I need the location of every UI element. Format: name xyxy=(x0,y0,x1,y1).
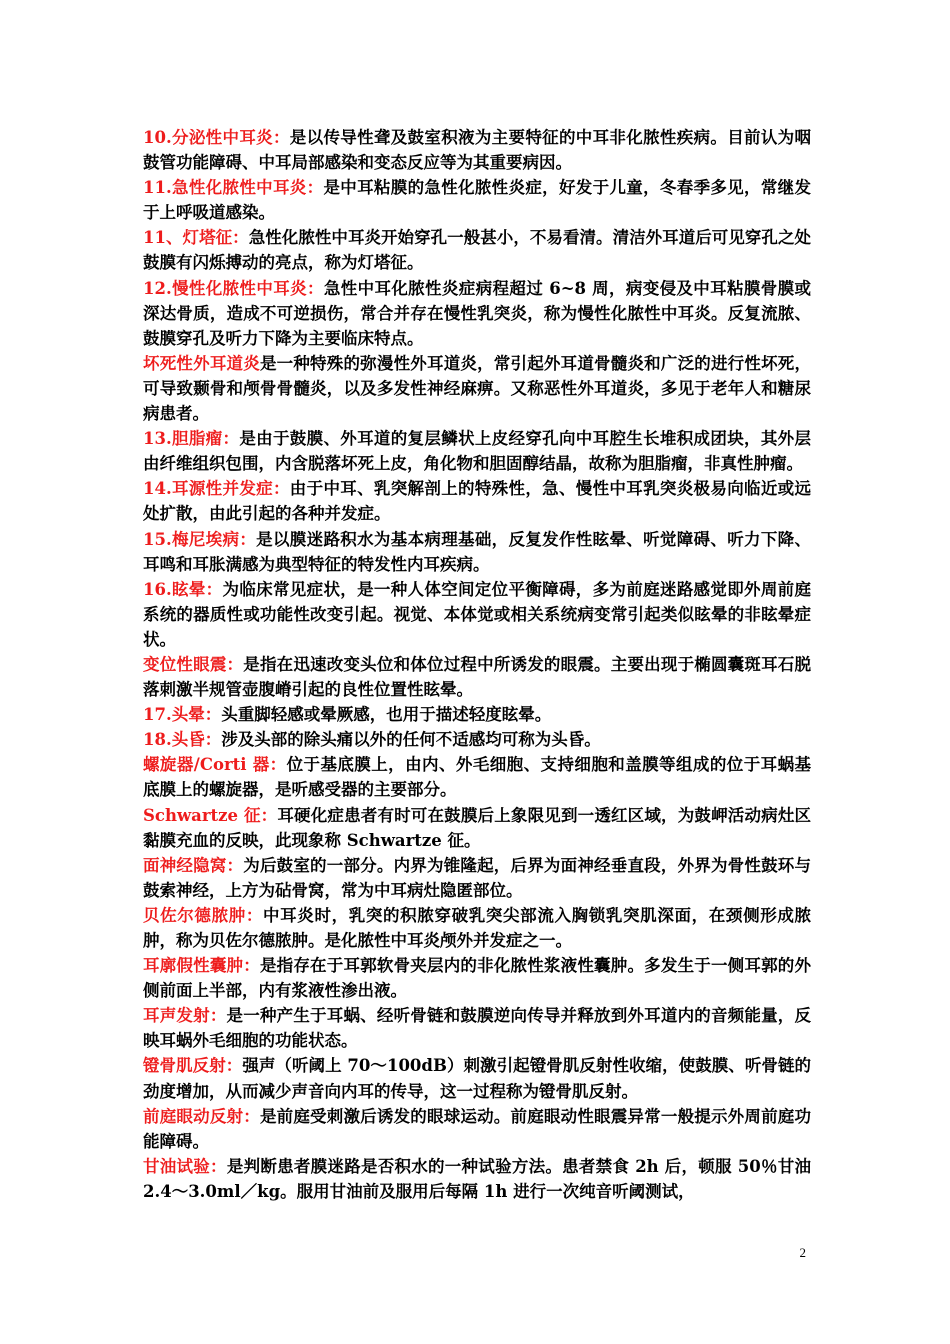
entry-text: 是以膜迷路积水为基本病理基础，反复发作性眩晕、听觉障碍、听力下降、耳鸣和耳胀满感为典型特征的特发性内耳疾病。 xyxy=(143,529,811,574)
entry-text: 是一种产生于耳蜗、经听骨链和鼓膜逆向传导并释放到外耳道内的音频能量，反映耳蜗外毛细胞的功能状态。 xyxy=(143,1006,812,1051)
entry-term: Schwartze 征： xyxy=(143,805,278,825)
entry-text: 位于基底膜上，由内、外毛细胞、支持细胞和盖膜等组成的位于耳蜗基底膜上的螺旋器，是听感受器的主要部分。 xyxy=(143,755,811,800)
entry-text: 是由于鼓膜、外耳道的复层鳞状上皮经穿孔向中耳腔生长堆积成团块，其外层由纤维组织包围，内含脱落坏死上皮，角化物和胆固醇结晶，故称为胆脂瘤，非真性肿瘤。 xyxy=(143,429,811,474)
entry-term: 14.耳源性并发症： xyxy=(143,479,290,499)
entry-text: 是指在迅速改变头位和体位过程中所诱发的眼震。主要出现于椭圆囊斑耳石脱落刺激半规管壶腹嵴引起的良性位置性眩晕。 xyxy=(143,654,812,700)
entry-term: 15.梅尼埃病： xyxy=(143,529,257,549)
entry-term: 镫骨肌反射： xyxy=(143,1056,243,1076)
entry-text: 涉及头部的除头痛以外的任何不适感均可称为头昏。 xyxy=(221,730,601,750)
entry-term: 面神经隐窝： xyxy=(143,855,244,875)
entry-secretory-otitis-media xyxy=(143,125,811,175)
entry-lighthouse-sign xyxy=(143,225,811,275)
entry-text: 是前庭受刺激后诱发的眼球运动。前庭眼动性眼震异常一般提示外周前庭功能障碍。 xyxy=(143,1106,812,1151)
entry-lightheadedness xyxy=(143,727,811,752)
entry-schwartze-sign xyxy=(143,803,811,853)
entry-term: 12.慢性化脓性中耳炎： xyxy=(143,278,324,298)
entry-chronic-suppurative-otitis-media xyxy=(143,276,811,351)
document-body xyxy=(143,125,811,1204)
entry-term: 11、灯塔征： xyxy=(143,228,249,248)
entry-term: 甘油试验： xyxy=(143,1156,227,1176)
entry-term: 16.眩晕： xyxy=(143,579,223,599)
entry-positional-nystagmus xyxy=(143,652,811,702)
entry-bezold-abscess xyxy=(143,903,811,953)
entry-glycerol-test xyxy=(143,1154,811,1204)
entry-text: 是以传导性聋及鼓室积液为主要特征的中耳非化脓性疾病。目前认为咽鼓管功能障碍、中耳局部感染和变态反应等为其重要病因。 xyxy=(143,128,811,173)
entry-text: 是一种特殊的弥漫性外耳道炎，常引起外耳道骨髓炎和广泛的进行性坏死，可导致颞骨和颅骨骨髓炎，以及多发性神经麻痹。又称恶性外耳道炎，多见于老年人和糖尿病患者。 xyxy=(143,353,812,424)
entry-text: 头重脚轻感或晕厥感，也用于描述轻度眩晕。 xyxy=(221,705,552,725)
entry-term: 耳声发射： xyxy=(143,1006,227,1026)
entry-term: 13.胆脂瘤： xyxy=(143,429,240,449)
entry-text: 急性化脓性中耳炎开始穿孔一般甚小，不易看清。清洁外耳道后可见穿孔之处鼓膜有闪烁搏动的亮点，称为灯塔征。 xyxy=(143,228,811,273)
entry-term: 螺旋器/Corti 器： xyxy=(143,755,287,775)
entry-term: 11.急性化脓性中耳炎： xyxy=(143,178,324,198)
entry-acute-suppurative-otitis-media xyxy=(143,175,811,225)
entry-otoacoustic-emission xyxy=(143,1003,811,1053)
entry-necrotizing-otitis-externa xyxy=(143,351,811,426)
entry-text: 是指存在于耳郭软骨夹层内的非化脓性浆液性囊肿。多发生于一侧耳郭的外侧前面上半部，内有浆液性渗出液。 xyxy=(143,956,812,1001)
entry-stapedial-reflex xyxy=(143,1053,811,1103)
entry-text: 强声（听阈上 70～100dB）刺激引起镫骨肌反射性收缩，使鼓膜、听骨链的劲度增加，从而减少声音向内耳的传导，这一过程称为镫骨肌反射。 xyxy=(143,1056,812,1101)
entry-facial-recess xyxy=(143,853,811,903)
entry-term: 18.头昏： xyxy=(143,730,222,750)
entry-term: 10.分泌性中耳炎： xyxy=(143,128,290,147)
entry-otogenic-complications xyxy=(143,476,811,526)
page-number: 2 xyxy=(799,1245,806,1260)
entry-vertigo xyxy=(143,577,811,652)
entry-dizziness xyxy=(143,702,811,727)
entry-term: 坏死性外耳道炎 xyxy=(143,353,260,373)
entry-text: 为后鼓室的一部分。内界为锥隆起，后界为面神经垂直段，外界为骨性鼓环与鼓索神经，上方为砧骨窝，常为中耳病灶隐匿部位。 xyxy=(143,855,812,900)
entry-text: 急性中耳化脓性炎症病程超过 6~8 周，病变侵及中耳粘膜骨膜或深达骨质，造成不可逆损伤，常合并存在慢性乳突炎，称为慢性化脓性中耳炎。反复流脓、鼓膜穿孔及听力下降为主要临床特点。 xyxy=(143,278,811,348)
entry-text: 由于中耳、乳突解剖上的特殊性，急、慢性中耳乳突炎极易向临近或远处扩散，由此引起的各种并发症。 xyxy=(143,479,811,524)
entry-term: 变位性眼震： xyxy=(143,654,244,674)
entry-text: 中耳炎时，乳突的积脓穿破乳突尖部流入胸锁乳突肌深面，在颈侧形成脓肿，称为贝佐尔德脓肿。是化脓性中耳炎颅外并发症之一。 xyxy=(143,905,812,950)
entry-text: 是判断患者膜迷路是否积水的一种试验方法。患者禁食 2h 后，顿服 50％甘油 2.4～3.0ml／kg。服用甘油前及服用后每隔 1h 进行一次纯音听阈测试， xyxy=(143,1156,812,1201)
entry-auricular-pseudocyst xyxy=(143,953,811,1003)
entry-term: 前庭眼动反射： xyxy=(143,1106,260,1126)
entry-term: 17.头晕： xyxy=(143,705,222,725)
entry-term: 耳廓假性囊肿： xyxy=(143,956,260,976)
entry-organ-of-corti xyxy=(143,752,811,802)
entry-term: 贝佐尔德脓肿： xyxy=(143,905,264,925)
entry-text: 耳硬化症患者有时可在鼓膜后上象限见到一透红区域，为鼓岬活动病灶区黏膜充血的反映，此现象称 Schwartze 征。 xyxy=(143,805,812,850)
entry-cholesteatoma xyxy=(143,426,811,476)
entry-text: 为临床常见症状，是一种人体空间定位平衡障碍，多为前庭迷路感觉即外周前庭系统的器质性或功能性改变引起。视觉、本体觉或相关系统病变常引起类似眩晕的非眩晕症状。 xyxy=(143,579,811,649)
entry-text: 是中耳粘膜的急性化脓性炎症，好发于儿童，冬春季多见，常继发于上呼吸道感染。 xyxy=(143,178,812,223)
entry-menieres-disease xyxy=(143,527,811,577)
entry-vestibulo-ocular-reflex xyxy=(143,1104,811,1154)
